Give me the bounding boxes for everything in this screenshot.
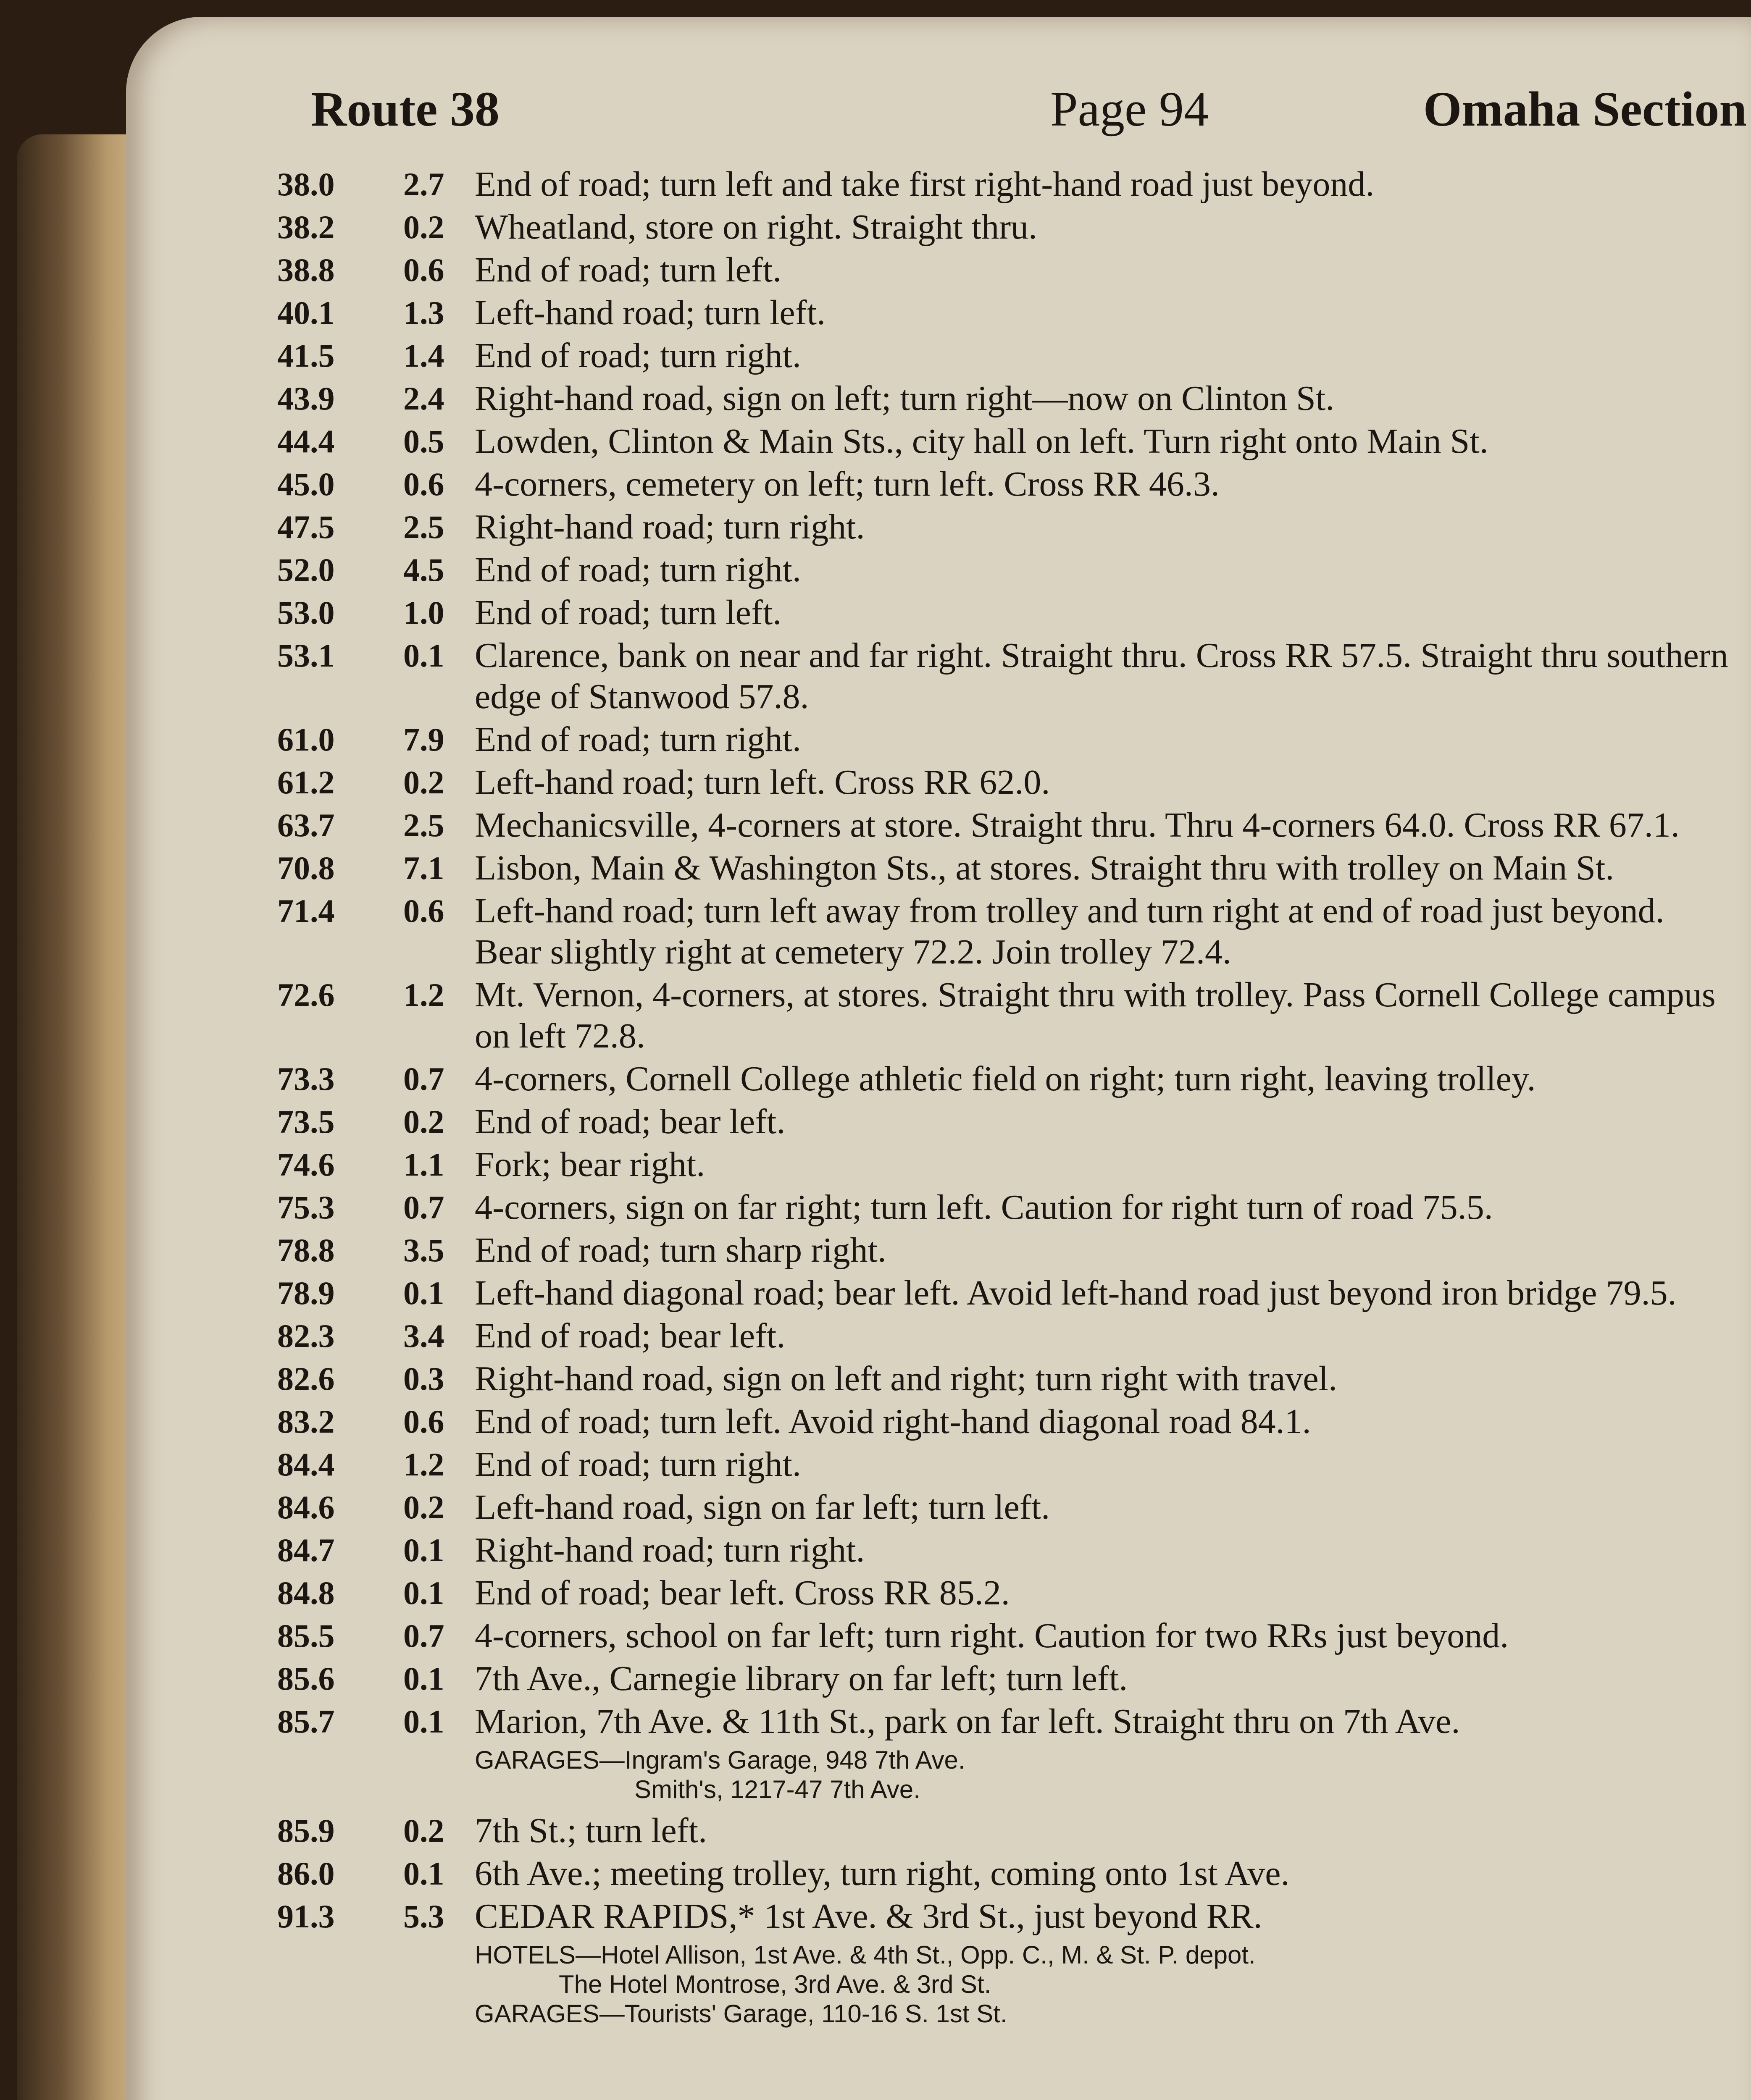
interval-mileage: 0.6 <box>403 1403 444 1440</box>
cumulative-mileage: 61.2 <box>277 764 335 801</box>
interval-mileage: 0.1 <box>403 1660 444 1697</box>
interval-mileage: 1.2 <box>403 976 444 1013</box>
cumulative-mileage: 71.4 <box>277 892 335 929</box>
direction-text: End of road; turn left and take first right-hand road just beyond. <box>475 165 1375 204</box>
book-page <box>126 17 1751 2100</box>
direction-text: 7th Ave., Carnegie library on far left; turn left. <box>475 1659 1128 1698</box>
directions-list <box>277 1810 1739 1937</box>
direction-entry <box>277 1358 1739 1399</box>
garages-line: GARAGES—Tourists' Garage, 110-16 S. 1st St. <box>475 2000 1007 2028</box>
direction-entry <box>277 635 1739 717</box>
interval-mileage: 1.4 <box>403 337 444 374</box>
cumulative-mileage: 78.8 <box>277 1232 335 1268</box>
interval-mileage: 1.3 <box>403 294 444 331</box>
marion-garages <box>277 1746 1739 1804</box>
interval-mileage: 0.2 <box>403 764 444 801</box>
cumulative-mileage: 63.7 <box>277 807 335 843</box>
direction-text: Right-hand road, sign on left and right; turn right with travel. <box>475 1359 1337 1398</box>
direction-entry <box>277 1187 1739 1228</box>
cumulative-mileage: 44.4 <box>277 423 335 459</box>
cedar-rapids-services <box>277 1940 1739 2029</box>
direction-entry <box>277 464 1739 505</box>
interval-mileage: 0.2 <box>403 1103 444 1140</box>
direction-entry <box>277 1144 1739 1185</box>
direction-text: 4-corners, Cornell College athletic field on right; turn right, leaving trolley. <box>475 1059 1536 1098</box>
direction-entry <box>277 1444 1739 1485</box>
interval-mileage: 0.1 <box>403 1855 444 1892</box>
direction-entry <box>277 164 1739 205</box>
direction-entry <box>277 1315 1739 1357</box>
direction-text: End of road; bear left. <box>475 1316 786 1355</box>
interval-mileage: 0.6 <box>403 252 444 288</box>
interval-mileage: 0.7 <box>403 1189 444 1226</box>
direction-text: Left-hand road; turn left. <box>475 293 826 332</box>
direction-entry <box>277 719 1739 760</box>
interval-mileage: 0.1 <box>403 1275 444 1311</box>
direction-text: End of road; turn left. <box>475 593 782 632</box>
direction-entry <box>277 848 1739 889</box>
cumulative-mileage: 74.6 <box>277 1146 335 1183</box>
direction-text: Marion, 7th Ave. & 11th St., park on far left. Straight thru on 7th Ave. <box>475 1702 1460 1741</box>
direction-entry <box>277 549 1739 591</box>
cumulative-mileage: 83.2 <box>277 1403 335 1440</box>
cumulative-mileage: 84.8 <box>277 1575 335 1611</box>
direction-text: End of road; turn right. <box>475 336 801 375</box>
interval-mileage: 2.5 <box>403 509 444 545</box>
interval-mileage: 1.0 <box>403 594 444 631</box>
interval-mileage: 0.7 <box>403 1617 444 1654</box>
direction-text: Wheatland, store on right. Straight thru. <box>475 207 1038 247</box>
garages-line: Smith's, 1217-47 7th Ave. <box>634 1775 920 1803</box>
direction-entry <box>277 1572 1739 1614</box>
cumulative-mileage: 85.9 <box>277 1812 335 1849</box>
direction-entry <box>277 249 1739 291</box>
direction-text: Left-hand diagonal road; bear left. Avoid left-hand road just beyond iron bridge 79.5. <box>475 1273 1677 1312</box>
direction-entry <box>277 1853 1739 1894</box>
direction-entry <box>277 762 1739 803</box>
direction-text: End of road; turn sharp right. <box>475 1231 886 1270</box>
cumulative-mileage: 72.6 <box>277 976 335 1013</box>
direction-text: Lowden, Clinton & Main Sts., city hall on left. Turn right onto Main St. <box>475 422 1488 461</box>
cumulative-mileage: 73.3 <box>277 1060 335 1097</box>
cumulative-mileage: 84.4 <box>277 1446 335 1483</box>
direction-text: End of road; turn right. <box>475 1445 801 1484</box>
direction-text: Lisbon, Main & Washington Sts., at stores. Straight thru with trolley on Main St. <box>475 848 1614 887</box>
cumulative-mileage: 91.3 <box>277 1898 335 1935</box>
direction-text: Fork; bear right. <box>475 1145 705 1184</box>
interval-mileage: 0.1 <box>403 1575 444 1611</box>
hotels-line: The Hotel Montrose, 3rd Ave. & 3rd St. <box>559 1970 991 1998</box>
route-number: Route 38 <box>311 81 500 136</box>
cumulative-mileage: 43.9 <box>277 380 335 417</box>
direction-entry <box>277 292 1739 333</box>
cumulative-mileage: 41.5 <box>277 337 335 374</box>
direction-entry <box>277 1273 1739 1314</box>
cumulative-mileage: 38.2 <box>277 209 335 245</box>
interval-mileage: 0.6 <box>403 892 444 929</box>
cumulative-mileage: 82.3 <box>277 1318 335 1354</box>
direction-text: 4-corners, cemetery on left; turn left. Cross RR 46.3. <box>475 465 1220 504</box>
direction-entry <box>277 378 1739 419</box>
direction-entry <box>277 1810 1739 1851</box>
direction-text: Right-hand road; turn right. <box>475 507 865 546</box>
direction-text: Left-hand road; turn left away from trolley and turn right at end of road just beyond. Bear slightly right at cemetery 72.2. Join trolley 72.4. <box>475 891 1664 971</box>
cumulative-mileage: 85.6 <box>277 1660 335 1697</box>
interval-mileage: 0.1 <box>403 1532 444 1568</box>
direction-entry <box>277 890 1739 973</box>
interval-mileage: 0.5 <box>403 423 444 459</box>
interval-mileage: 3.4 <box>403 1318 444 1354</box>
cumulative-mileage: 61.0 <box>277 721 335 758</box>
interval-mileage: 2.4 <box>403 380 444 417</box>
direction-entry <box>277 421 1739 462</box>
cumulative-mileage: 78.9 <box>277 1275 335 1311</box>
direction-entry <box>277 592 1739 633</box>
direction-entry <box>277 805 1739 846</box>
direction-text: Left-hand road; turn left. Cross RR 62.0. <box>475 763 1050 802</box>
interval-mileage: 0.1 <box>403 637 444 674</box>
direction-text: Clarence, bank on near and far right. Straight thru. Cross RR 57.5. Straight thru southern edge of Stanwood 57.8. <box>475 636 1728 716</box>
direction-entry <box>277 1058 1739 1100</box>
direction-text: 7th St.; turn left. <box>475 1811 707 1850</box>
route-directions <box>277 164 1739 2034</box>
interval-mileage: 0.2 <box>403 1812 444 1849</box>
direction-entry <box>277 335 1739 376</box>
cumulative-mileage: 52.0 <box>277 551 335 588</box>
page-header <box>311 80 1747 147</box>
cumulative-mileage: 53.0 <box>277 594 335 631</box>
interval-mileage: 0.6 <box>403 466 444 502</box>
direction-text: CEDAR RAPIDS,* 1st Ave. & 3rd St., just beyond RR. <box>475 1897 1262 1936</box>
cumulative-mileage: 75.3 <box>277 1189 335 1226</box>
interval-mileage: 1.2 <box>403 1446 444 1483</box>
interval-mileage: 3.5 <box>403 1232 444 1268</box>
direction-entry <box>277 1230 1739 1271</box>
direction-entry <box>277 1530 1739 1571</box>
interval-mileage: 0.2 <box>403 209 444 245</box>
section-title: Omaha Section <box>1423 81 1747 136</box>
interval-mileage: 4.5 <box>403 551 444 588</box>
direction-text: End of road; bear left. Cross RR 85.2. <box>475 1573 1010 1612</box>
directions-list <box>277 164 1739 1742</box>
direction-entry <box>277 1615 1739 1656</box>
direction-entry <box>277 1487 1739 1528</box>
cumulative-mileage: 45.0 <box>277 466 335 502</box>
interval-mileage: 0.7 <box>403 1060 444 1097</box>
direction-text: End of road; turn left. <box>475 250 782 289</box>
direction-text: Left-hand road, sign on far left; turn left. <box>475 1488 1050 1527</box>
cumulative-mileage: 85.5 <box>277 1617 335 1654</box>
direction-text: 4-corners, school on far left; turn right. Caution for two RRs just beyond. <box>475 1616 1509 1655</box>
direction-text: End of road; turn right. <box>475 550 801 589</box>
cumulative-mileage: 84.7 <box>277 1532 335 1568</box>
direction-entry <box>277 1101 1739 1142</box>
direction-entry <box>277 1701 1739 1742</box>
interval-mileage: 0.2 <box>403 1489 444 1525</box>
cumulative-mileage: 86.0 <box>277 1855 335 1892</box>
direction-text: End of road; turn left. Avoid right-hand diagonal road 84.1. <box>475 1402 1311 1441</box>
interval-mileage: 0.1 <box>403 1703 444 1740</box>
direction-entry <box>277 974 1739 1057</box>
direction-text: Right-hand road; turn right. <box>475 1530 865 1570</box>
interval-mileage: 1.1 <box>403 1146 444 1183</box>
interval-mileage: 2.7 <box>403 166 444 202</box>
interval-mileage: 2.5 <box>403 807 444 843</box>
hotels-line: HOTELS—Hotel Allison, 1st Ave. & 4th St., Opp. C., M. & St. P. depot. <box>475 1941 1256 1969</box>
direction-text: End of road; bear left. <box>475 1102 786 1141</box>
direction-entry <box>277 1896 1739 1937</box>
direction-text: Mt. Vernon, 4-corners, at stores. Straight thru with trolley. Pass Cornell College campus on left 72.8. <box>475 975 1716 1055</box>
direction-entry <box>277 1401 1739 1442</box>
cumulative-mileage: 38.8 <box>277 252 335 288</box>
direction-text: End of road; turn right. <box>475 720 801 759</box>
garages-line: GARAGES—Ingram's Garage, 948 7th Ave. <box>475 1746 965 1774</box>
page-number: Page 94 <box>1050 81 1209 136</box>
cumulative-mileage: 84.6 <box>277 1489 335 1525</box>
interval-mileage: 5.3 <box>403 1898 444 1935</box>
cumulative-mileage: 53.1 <box>277 637 335 674</box>
cumulative-mileage: 85.7 <box>277 1703 335 1740</box>
direction-entry <box>277 207 1739 248</box>
direction-entry <box>277 1658 1739 1699</box>
cumulative-mileage: 40.1 <box>277 294 335 331</box>
direction-text: Mechanicsville, 4-corners at store. Straight thru. Thru 4-corners 64.0. Cross RR 67.1. <box>475 806 1680 845</box>
interval-mileage: 0.3 <box>403 1360 444 1397</box>
direction-entry <box>277 507 1739 548</box>
direction-text: 4-corners, sign on far right; turn left. Caution for right turn of road 75.5. <box>475 1188 1493 1227</box>
interval-mileage: 7.1 <box>403 850 444 886</box>
cumulative-mileage: 70.8 <box>277 850 335 886</box>
direction-text: Right-hand road, sign on left; turn right—now on Clinton St. <box>475 379 1335 418</box>
cumulative-mileage: 38.0 <box>277 166 335 202</box>
cumulative-mileage: 47.5 <box>277 509 335 545</box>
cumulative-mileage: 82.6 <box>277 1360 335 1397</box>
cumulative-mileage: 73.5 <box>277 1103 335 1140</box>
direction-text: 6th Ave.; meeting trolley, turn right, coming onto 1st Ave. <box>475 1854 1290 1893</box>
interval-mileage: 7.9 <box>403 721 444 758</box>
